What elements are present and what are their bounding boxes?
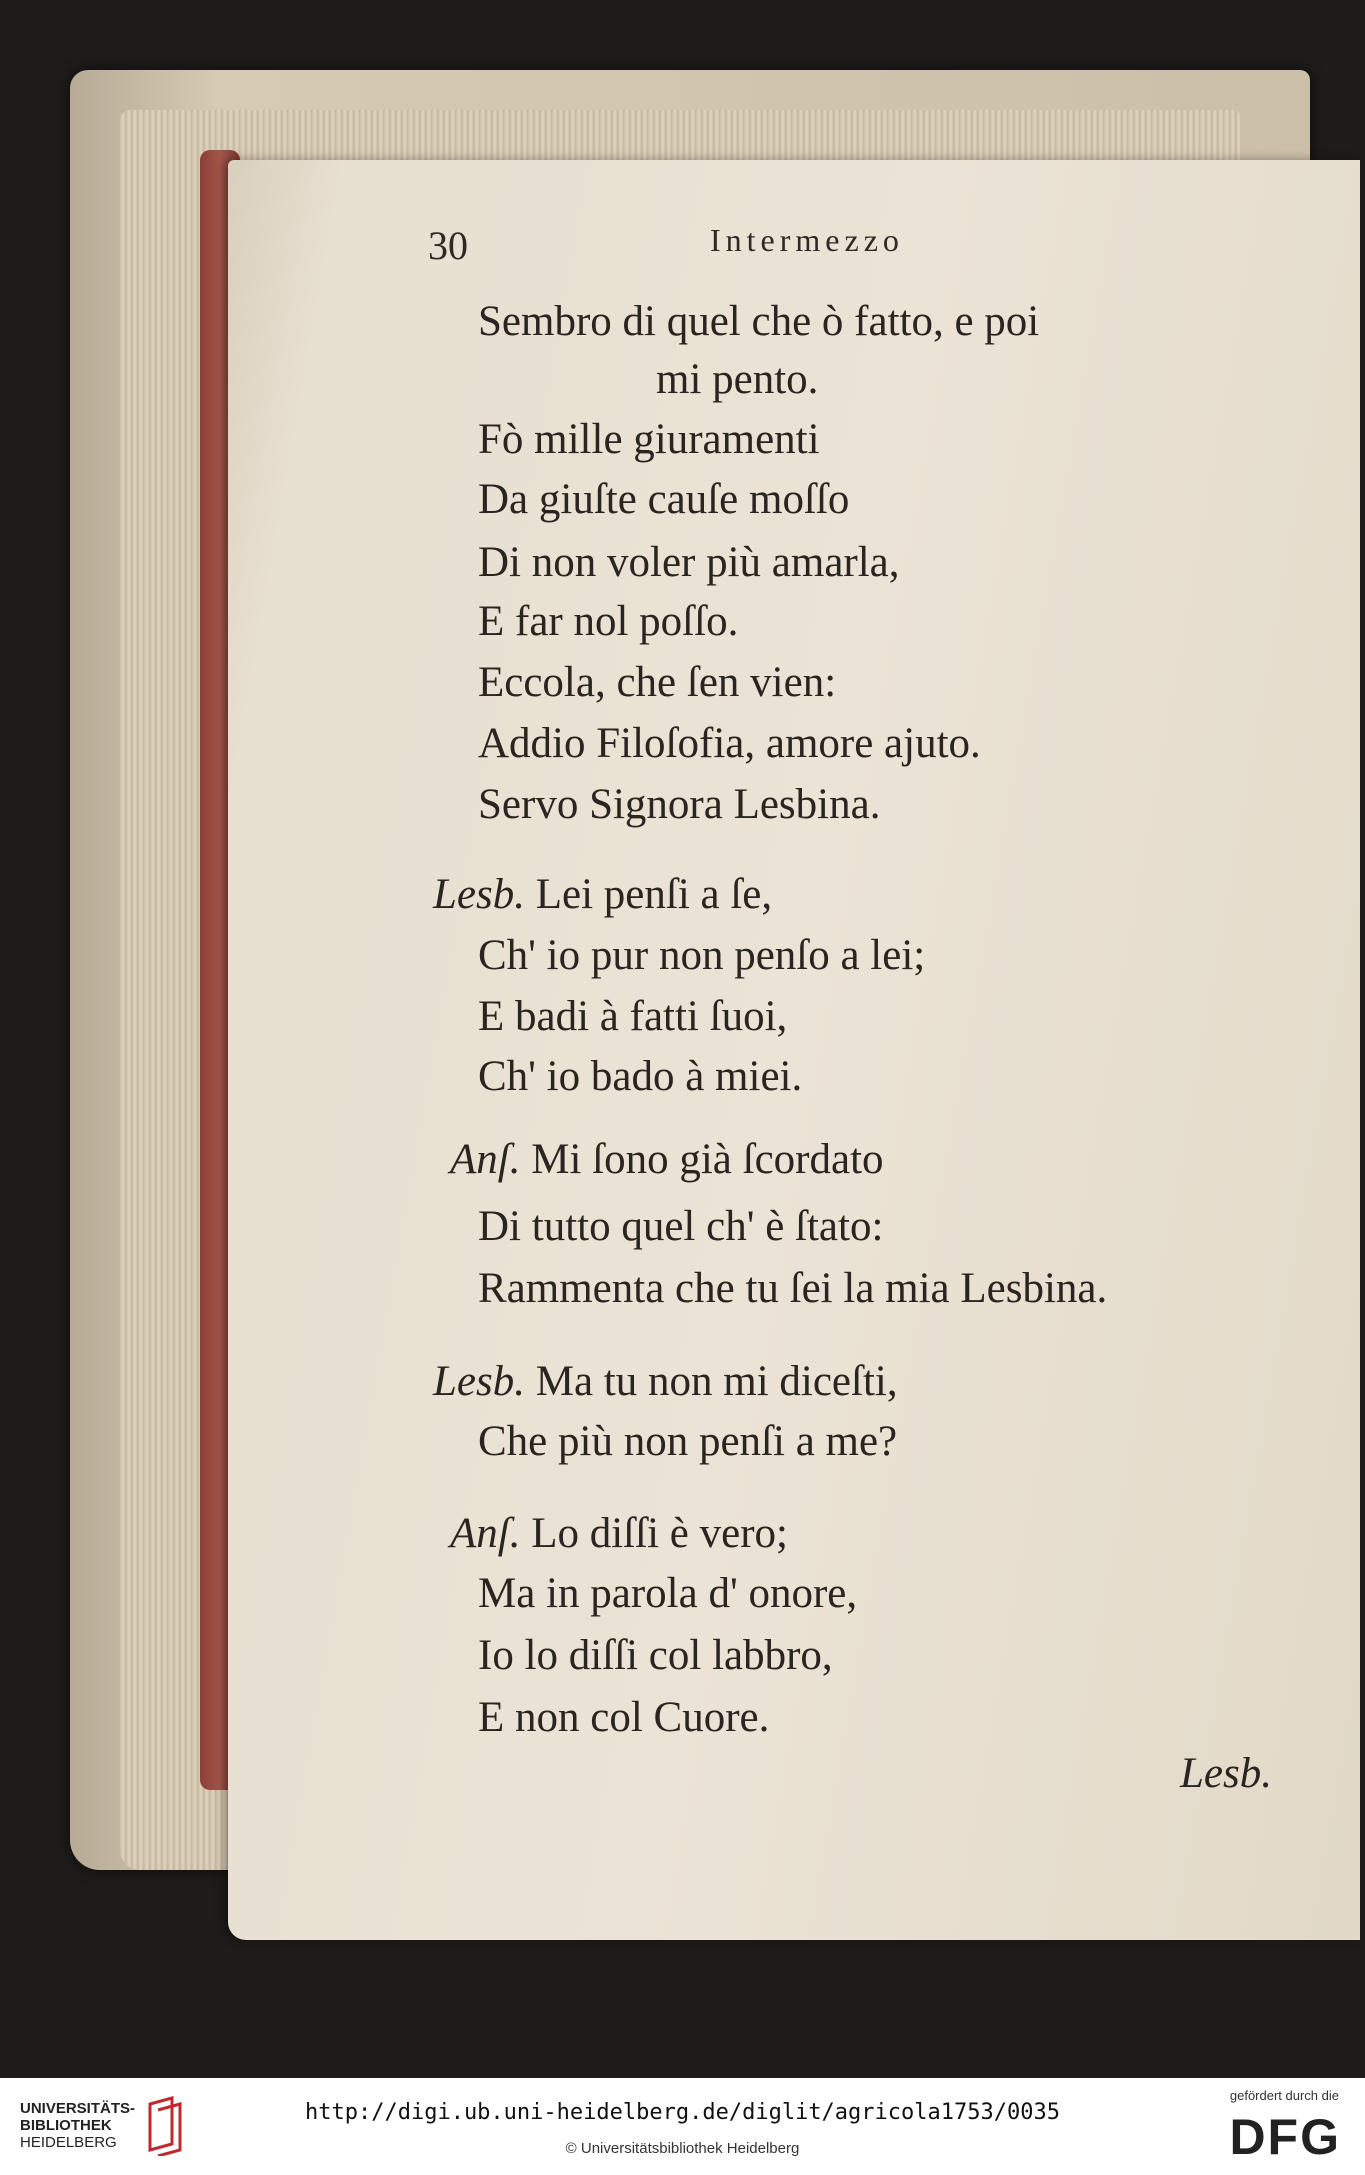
speech-line: Lesb. Ma tu non mi diceſti,: [433, 1358, 898, 1405]
text-line: mi pento.: [656, 356, 819, 403]
library-logo-line: BIBLIOTHEK: [20, 2117, 112, 2134]
text-line: Rammenta che tu ſei la mia Lesbina.: [478, 1265, 1108, 1312]
speech-line: Anſ. Lo diſſi è vero;: [450, 1510, 788, 1557]
text-line: Da giuſte cauſe moſſo: [478, 476, 850, 523]
funding-note: gefördert durch die: [1229, 2088, 1339, 2103]
text-line: Eccola, che ſen vien:: [478, 659, 837, 706]
text-line: Ma in parola d' onore,: [478, 1570, 858, 1617]
text-line: Ch' io bado à miei.: [478, 1053, 803, 1100]
text-line: Fò mille giuramenti: [478, 416, 820, 463]
permalink-url[interactable]: http://digi.ub.uni-heidelberg.de/diglit/agricola1753/0035: [305, 2100, 1060, 2125]
text-line: Di non voler più amarla,: [478, 539, 900, 586]
text-line: E badi à fatti ſuoi,: [478, 993, 788, 1040]
text-line: Servo Signora Lesbina.: [478, 781, 881, 828]
text-line: Di tutto quel ch' è ſtato:: [478, 1203, 884, 1250]
speech-line: Lesb. Lei penſi a ſe,: [433, 871, 773, 918]
running-title: Intermezzo: [710, 222, 904, 258]
text-line: E far nol poſſo.: [478, 598, 739, 645]
copyright-text: © Universitätsbibliothek Heidelberg: [565, 2140, 800, 2157]
catchword: Lesb.: [1180, 1750, 1272, 1797]
speaker-name: Anſ.: [450, 1136, 521, 1183]
speaker-name: Lesb.: [433, 1358, 525, 1405]
library-logo-line: HEIDELBERG: [20, 2134, 117, 2151]
viewer-footer: [0, 2078, 1365, 2175]
dfg-logo[interactable]: DFG: [1229, 2109, 1341, 2165]
text-line: Che più non penſi a me?: [478, 1418, 898, 1465]
speech-line: Anſ. Mi ſono già ſcordato: [450, 1136, 884, 1183]
text-line: E non col Cuore.: [478, 1694, 770, 1741]
speaker-name: Anſ.: [450, 1510, 521, 1557]
text-line: Sembro di quel che ò fatto, e poi: [478, 298, 1040, 345]
text-line: Addio Filoſofia, amore ajuto.: [478, 720, 981, 767]
text-line: Io lo diſſi col labbro,: [478, 1632, 833, 1679]
library-logo-line: UNIVERSITÄTS-: [20, 2100, 136, 2117]
page-number: 30: [428, 223, 468, 268]
text-line: Ch' io pur non penſo a lei;: [478, 932, 926, 979]
speaker-name: Lesb.: [433, 871, 525, 918]
